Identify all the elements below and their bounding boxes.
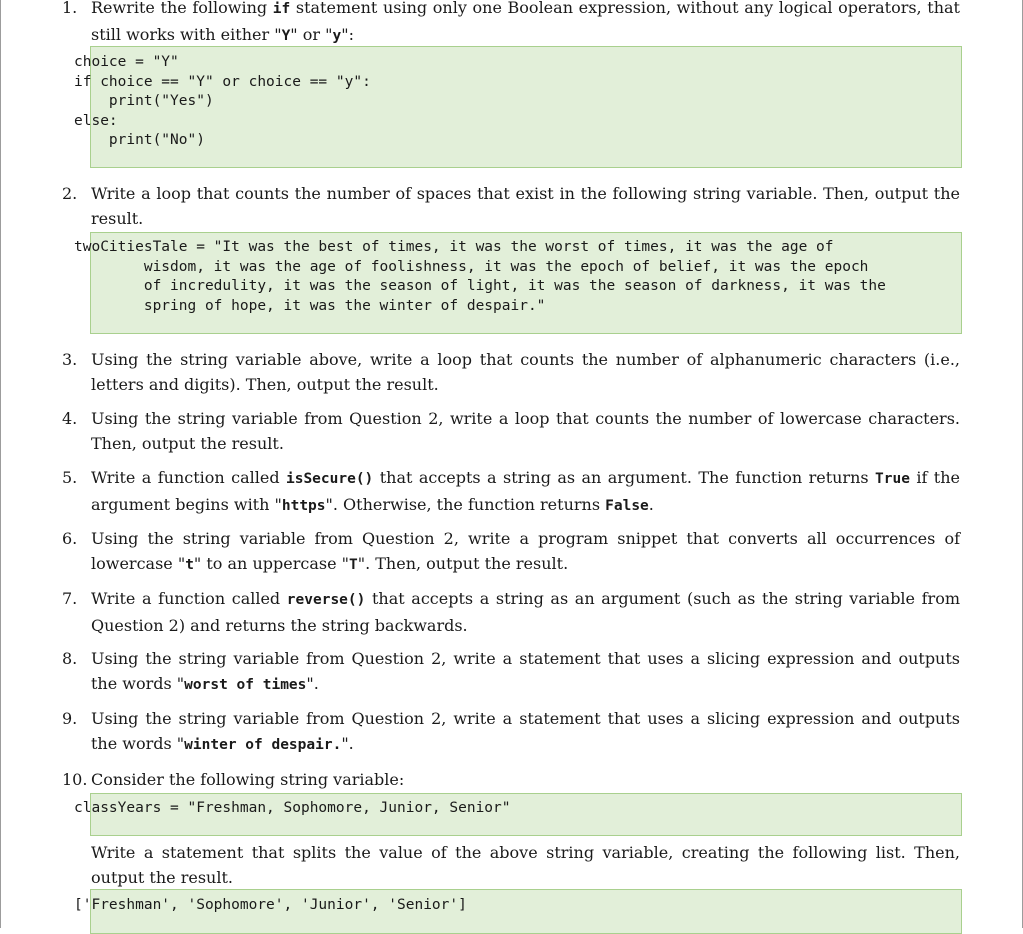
question-number: 10. — [62, 770, 88, 789]
question-text: Using the string variable from Question 2, write a statement that uses a slicing expression and outputs the words "winter of despair.". — [91, 709, 960, 753]
question-number: 8. — [62, 649, 78, 668]
question-number: 5. — [62, 468, 78, 487]
question-text: Using the string variable from Question 2, write a loop that counts the number of lowercase characters. Then, output the result. — [91, 409, 960, 453]
question-text: Using the string variable from Question 2, write a statement that uses a slicing expression and outputs the words "worst of times". — [91, 649, 960, 693]
question-2 — [0, 181, 1023, 231]
question-text: Write a function called reverse() that accepts a string as an argument (such as the string variable from Question 2) and returns the string backwards. — [91, 589, 961, 635]
question-number: 2. — [62, 184, 78, 203]
question-number: 7. — [62, 589, 78, 608]
question-number: 6. — [62, 529, 78, 548]
question-text: Rewrite the following if statement using only one Boolean expression, without any logical operators, that still works with either "Y" or "y": — [91, 0, 960, 44]
question-10 — [0, 767, 1023, 792]
question-text: Consider the following string variable: — [91, 770, 405, 789]
question-number: 1. — [62, 0, 78, 17]
code-block: classYears = "Freshman, Sophomore, Junior, Senior" — [74, 800, 511, 816]
question-text: Write a loop that counts the number of spaces that exist in the following string variable. Then, output the result. — [91, 184, 960, 228]
question-text: Write a function called isSecure() that accepts a string as an argument. The function returns True if the argument begins with "https". Otherwise, the function returns False. — [91, 468, 960, 514]
question-4 — [0, 406, 1023, 456]
code-block: twoCitiesTale = "It was the best of times, it was the worst of times, it was the age of wisdom, it was the age of foolishness, it was the epoch of belief, it was the epoch of incredulity, it was the season of light, it was the season of darkness, it was the spring of hope, it was the winter of despair." — [74, 239, 886, 314]
question-number: 4. — [62, 409, 78, 428]
question-10-instruction — [0, 840, 1023, 890]
question-5 — [0, 465, 1023, 515]
code-block: ['Freshman', 'Sophomore', 'Junior', 'Senior'] — [74, 897, 467, 913]
question-7 — [0, 586, 1023, 636]
question-number: 3. — [62, 350, 78, 369]
instruction-text: Write a statement that splits the value of the above string variable, creating the following list. Then, output the result. — [91, 843, 960, 887]
question-8 — [0, 646, 1023, 696]
question-6 — [0, 526, 1023, 576]
code-block: choice = "Y" if choice == "Y" or choice == "y": print("Yes") else: print("No") — [74, 54, 371, 148]
question-text: Using the string variable above, write a loop that counts the number of alphanumeric characters (i.e., letters and digits). Then, output the result. — [91, 350, 960, 394]
question-text: Using the string variable from Question 2, write a program snippet that converts all occurrences of lowercase "t" to an uppercase "T". Then, output the result. — [91, 529, 960, 573]
question-9 — [0, 706, 1023, 756]
question-number: 9. — [62, 709, 78, 728]
question-3 — [0, 347, 1023, 397]
